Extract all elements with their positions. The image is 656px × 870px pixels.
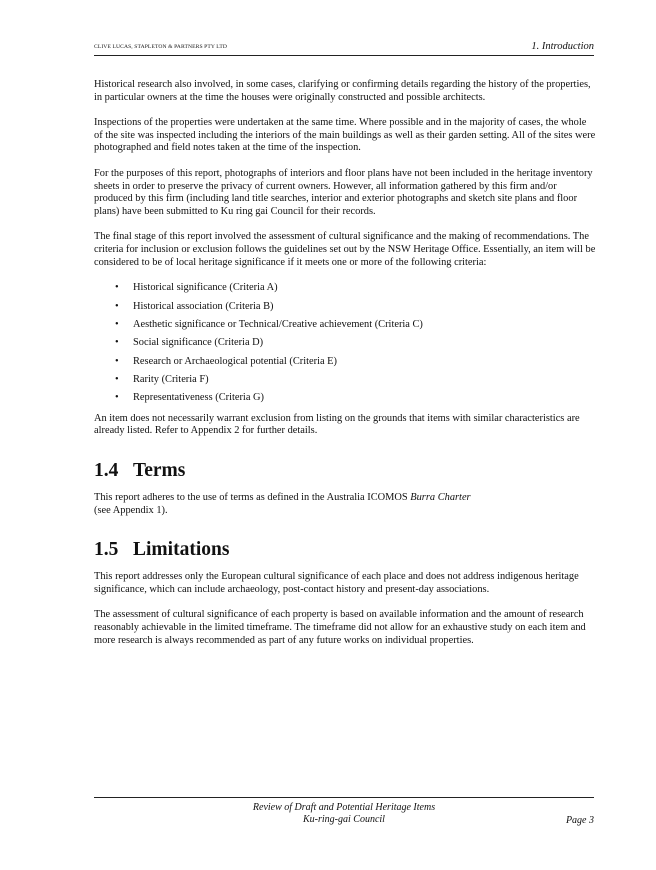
bullet-icon: • (115, 392, 119, 404)
criteria-label: Social significance (Criteria D) (133, 337, 264, 349)
terms-appendix-ref: (see Appendix 1). (94, 504, 168, 516)
list-item (94, 356, 596, 374)
list-item (94, 392, 596, 410)
list-item (94, 319, 596, 337)
section-number: 1.5 (94, 539, 119, 561)
header-company: CLIVE LUCAS, STAPLETON & PARTNERS PTY LTD (94, 44, 227, 50)
paragraph-exclusion: An item does not necessarily warrant exclusion from listing on the grounds that items with similar characteristics are already listed. Refer to Appendix 2 for further details. (94, 412, 580, 437)
paragraph-historical-research: Historical research also involved, in some cases, clarifying or confirming details regarding the history of the properties, in particular owners at the time the houses were originally constructed and possible architects. (94, 79, 591, 103)
paragraph-assessment: The final stage of this report involved the assessment of cultural significance and the making of recommendations. The criteria for inclusion or exclusion follows the guidelines set out by the NSW Heritage Office. Essentially, an item will be considered to be of local heritage significance if it meets one or more of the following criteria: (94, 231, 596, 268)
header-section-title: 1. Introduction (531, 41, 594, 52)
section-number: 1.4 (94, 460, 119, 482)
bullet-icon: • (115, 318, 119, 330)
section-title: Terms (133, 460, 186, 482)
bullet-icon: • (115, 282, 119, 294)
burra-charter-title: Burra Charter (410, 492, 471, 504)
list-item (94, 374, 596, 392)
paragraph-privacy: For the purposes of this report, photographs of interiors and floor plans have not been included in the heritage inventory sheets in order to preserve the privacy of current owners. However, all information gathered by this firm and/or produced by this firm (including land title searches, interior and exterior photographs and sketch site plans and floor plans) have been submitted to Ku ring gai Council for their records. (94, 167, 593, 217)
criteria-label: Aesthetic significance or Technical/Creative achievement (Criteria C) (133, 318, 423, 330)
list-item (94, 337, 596, 355)
criteria-label: Representativeness (Criteria G) (133, 392, 264, 404)
paragraph-terms (94, 492, 596, 517)
section-heading-terms (94, 460, 596, 482)
criteria-label: Historical association (Criteria B) (133, 300, 274, 312)
bullet-icon: • (115, 355, 119, 367)
page-content (94, 79, 596, 660)
criteria-label: Research or Archaeological potential (Criteria E) (133, 355, 337, 367)
list-item (94, 282, 596, 300)
paragraph-inspections: Inspections of the properties were undertaken at the same time. Where possible and in the majority of cases, the whole of the site was inspected including the interiors of the main buildings as well as their garden setting. All of the sites were photographed and field notes taken at the time of the inspection. (94, 117, 596, 154)
bullet-icon: • (115, 337, 119, 349)
criteria-list (94, 282, 596, 411)
paragraph-limitations-scope: This report addresses only the European cultural significance of each place and does not address indigenous heritage significance, which can include archaeology, post-contact history and present-day associations. (94, 571, 579, 595)
bullet-icon: • (115, 374, 119, 386)
footer-council-name: Ku-ring-gai Council (303, 814, 385, 825)
criteria-label: Historical significance (Criteria A) (133, 282, 278, 294)
footer-divider (94, 797, 594, 798)
bullet-icon: • (115, 300, 119, 312)
list-item (94, 301, 596, 319)
section-title: Limitations (133, 539, 230, 561)
footer-title (94, 802, 594, 826)
criteria-label: Rarity (Criteria F) (133, 374, 209, 386)
terms-text: This report adheres to the use of terms as defined in the Australia ICOMOS (94, 492, 411, 504)
section-heading-limitations (94, 539, 596, 561)
paragraph-limitations-timeframe: The assessment of cultural significance of each property is based on available information and the amount of research reasonably achievable in the limited timeframe. The timeframe did not allow for an exhaustive study on each item and more research is always recommended as part of any future works on individual properties. (94, 609, 586, 646)
page-number: Page 3 (565, 815, 594, 826)
header-divider (94, 55, 594, 56)
footer-report-title: Review of Draft and Potential Heritage Items (252, 802, 436, 813)
